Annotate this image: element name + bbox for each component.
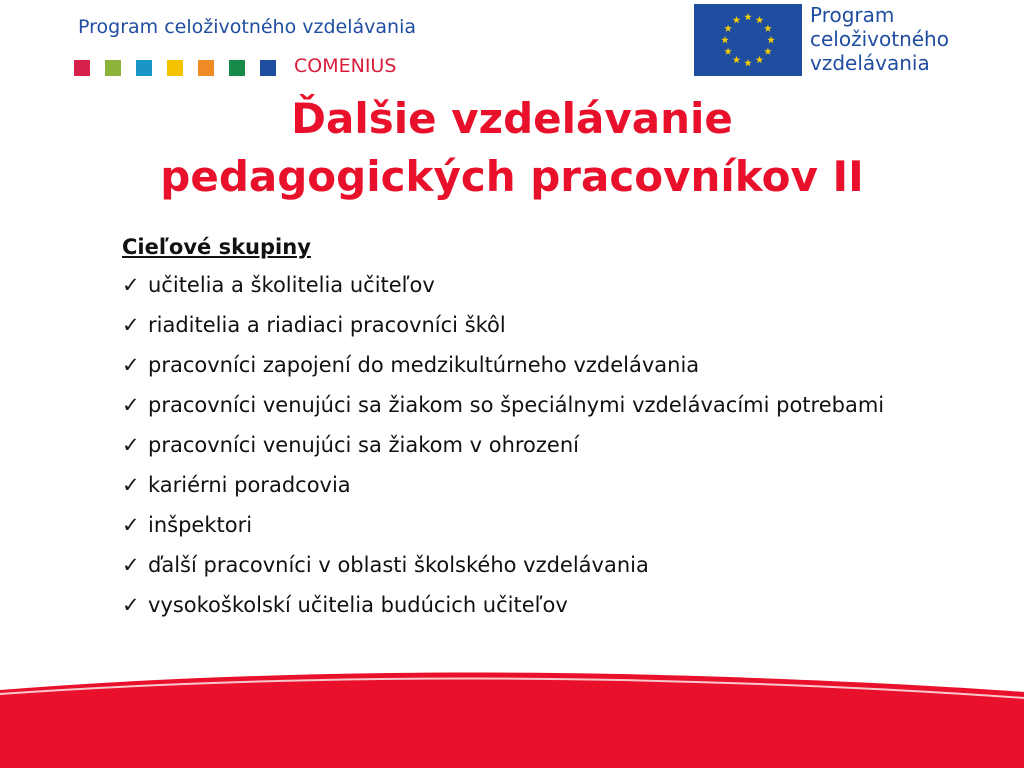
list-item (122, 268, 912, 302)
check-icon: ✓ (122, 273, 140, 297)
list-item-text: pracovníci venujúci sa žiakom so špeciálnymi vzdelávacími potrebami (148, 393, 885, 417)
list-item (122, 308, 912, 342)
list-item (122, 548, 912, 582)
color-square (260, 60, 276, 76)
check-icon: ✓ (122, 433, 140, 457)
color-square (229, 60, 245, 76)
eu-flag-logo (694, 4, 802, 76)
red-wave-decoration (0, 660, 1024, 768)
color-square (198, 60, 214, 76)
list-item-text: pracovníci zapojení do medzikultúrneho vzdelávania (148, 353, 700, 377)
list-item (122, 428, 912, 462)
check-icon: ✓ (122, 593, 140, 617)
list-item-text: vysokoškolskí učitelia budúcich učiteľov (148, 593, 568, 617)
list-item (122, 348, 912, 382)
eu-text-line: Program (810, 3, 895, 27)
check-icon: ✓ (122, 513, 140, 537)
list-item-text: kariérni poradcovia (148, 473, 351, 497)
eu-text-line: vzdelávania (810, 51, 930, 75)
color-square (136, 60, 152, 76)
list-item (122, 588, 912, 622)
check-icon: ✓ (122, 473, 140, 497)
list-item (122, 468, 912, 502)
program-title: Program celoživotného vzdelávania (78, 16, 416, 38)
check-icon: ✓ (122, 393, 140, 417)
subheading: Cieľové skupiny (122, 235, 311, 259)
title-line-1: Ďalšie vzdelávanie (291, 94, 733, 143)
slide-title (0, 90, 1024, 206)
color-square (105, 60, 121, 76)
color-square (167, 60, 183, 76)
check-icon: ✓ (122, 353, 140, 377)
check-icon: ✓ (122, 553, 140, 577)
color-square (74, 60, 90, 76)
list-item (122, 508, 912, 542)
list-item-text: učitelia a školitelia učiteľov (148, 273, 435, 297)
title-line-2: pedagogických pracovníkov II (160, 152, 864, 201)
list-item-text: riaditelia a riadiaci pracovníci škôl (148, 313, 506, 337)
list-item-text: pracovníci venujúci sa žiakom v ohrození (148, 433, 579, 457)
comenius-label: COMENIUS (294, 55, 397, 77)
target-groups (122, 232, 912, 628)
list-item-text: ďalší pracovníci v oblasti školského vzdelávania (148, 553, 649, 577)
eu-text-line: celoživotného (810, 27, 949, 51)
eu-program-text (810, 3, 949, 75)
list-item (122, 388, 912, 422)
check-icon: ✓ (122, 313, 140, 337)
list-item-text: inšpektori (148, 513, 253, 537)
